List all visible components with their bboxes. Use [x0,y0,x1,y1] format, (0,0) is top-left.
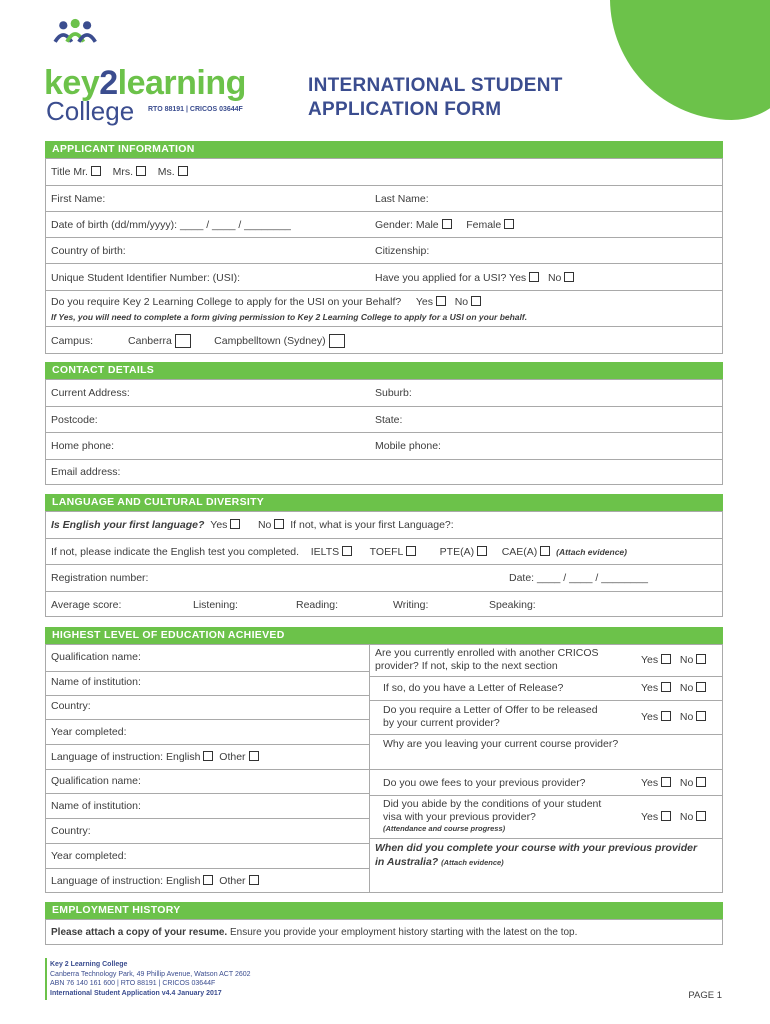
usi-require-field[interactable]: Do you require Key 2 Learning College to apply for the USI on your Behalf? Yes No [51,296,481,308]
test-date-field[interactable]: Date: ____ / ____ / ________ [509,572,648,584]
reading-field[interactable]: Reading: [296,599,339,611]
checkbox-english-2[interactable] [203,875,213,885]
answer-release[interactable]: Yes No [641,682,706,694]
english-test-field[interactable]: If not, please indicate the English test you completed. IELTS TOEFL PTE(A) CAE(A) (Attach evidence) [51,546,627,558]
checkbox-fees-yes[interactable] [661,777,671,787]
question-visa: Did you abide by the conditions of your student visa with your previous provider? (Attendance and course progress) [383,798,602,833]
address-field[interactable]: Current Address: [51,387,130,399]
country-field-2[interactable]: Country: [51,825,91,837]
brand-logo-text: key2learning [44,64,246,102]
checkbox-enrolled-yes[interactable] [661,654,671,664]
gender-field[interactable]: Gender: Male Female [375,219,514,231]
institution-field-1[interactable]: Name of institution: [51,676,141,688]
writing-field[interactable]: Writing: [393,599,429,611]
checkbox-visa-no[interactable] [696,811,706,821]
registration-field[interactable]: Registration number: [51,572,149,584]
qualification-field-1[interactable]: Qualification name: [51,651,141,663]
state-field[interactable]: State: [375,414,403,426]
checkbox-other-2[interactable] [249,875,259,885]
checkbox-other-1[interactable] [249,751,259,761]
checkbox-pte[interactable] [477,546,487,556]
question-offer: Do you require a Letter of Offer to be released by your current provider? [383,704,598,729]
checkbox-enrolled-no[interactable] [696,654,706,664]
checkbox-visa-yes[interactable] [661,811,671,821]
checkbox-ielts[interactable] [342,546,352,556]
answer-enrolled[interactable]: Yes No [641,654,706,666]
checkbox-male[interactable] [442,219,452,229]
checkbox-offer-no[interactable] [696,711,706,721]
lang-instruction-field-2[interactable]: Language of instruction: English Other [51,875,259,887]
suburb-field[interactable]: Suburb: [375,387,412,399]
checkbox-fees-no[interactable] [696,777,706,787]
question-enrolled: Are you currently enrolled with another CRICOS provider? If not, skip to the next section [375,647,599,672]
section-contact-header: CONTACT DETAILS [45,362,723,379]
institution-field-2[interactable]: Name of institution: [51,800,141,812]
footer-accent-line [45,958,47,1000]
speaking-field[interactable]: Speaking: [489,599,536,611]
rto-text: RTO 88191 | CRICOS 03644F [148,106,243,113]
checkbox-usi-yes[interactable] [529,272,539,282]
checkbox-release-yes[interactable] [661,682,671,692]
corner-decoration [610,0,770,120]
usi-field[interactable]: Unique Student Identifier Number: (USI): [51,272,241,284]
checkbox-canberra[interactable] [175,334,191,348]
average-score-field[interactable]: Average score: [51,599,122,611]
checkbox-require-yes[interactable] [436,296,446,306]
checkbox-toefl[interactable] [406,546,416,556]
year-field-2[interactable]: Year completed: [51,850,127,862]
checkbox-campbelltown[interactable] [329,334,345,348]
lang-instruction-field-1[interactable]: Language of instruction: English Other [51,751,259,763]
first-name-field[interactable]: First Name: [51,193,106,205]
usi-applied-field[interactable]: Have you applied for a USI? Yes No [375,272,574,284]
campus-field[interactable]: Campus: Canberra Campbelltown (Sydney) [51,334,345,348]
question-completed[interactable]: When did you complete your course with your previous provider in Australia? (Attach evidence) [375,842,698,868]
checkbox-english-no[interactable] [274,519,284,529]
qualification-field-2[interactable]: Qualification name: [51,775,141,787]
title-field[interactable]: Title Mr. Mrs. Ms. [51,166,188,178]
country-field-1[interactable]: Country: [51,700,91,712]
citizenship-field[interactable]: Citizenship: [375,245,430,257]
dob-field[interactable]: Date of birth (dd/mm/yyyy): ____ / ____ / ________ [51,219,291,231]
listening-field[interactable]: Listening: [193,599,238,611]
checkbox-english-1[interactable] [203,751,213,761]
checkbox-require-no[interactable] [471,296,481,306]
logo-people-icon [44,18,164,66]
question-fees: Do you owe fees to your previous provider? [383,777,586,789]
postcode-field[interactable]: Postcode: [51,414,98,426]
answer-fees[interactable]: Yes No [641,777,706,789]
section-applicant-header: APPLICANT INFORMATION [45,141,723,158]
checkbox-release-no[interactable] [696,682,706,692]
question-release: If so, do you have a Letter of Release? [383,682,564,694]
form-title: INTERNATIONAL STUDENT APPLICATION FORM [308,75,563,120]
section-education-header: HIGHEST LEVEL OF EDUCATION ACHIEVED [45,627,723,644]
checkbox-female[interactable] [504,219,514,229]
email-field[interactable]: Email address: [51,466,121,478]
answer-offer[interactable]: Yes No [641,711,706,723]
last-name-field[interactable]: Last Name: [375,193,429,205]
mobile-phone-field[interactable]: Mobile phone: [375,440,441,452]
employment-text: Please attach a copy of your resume. Ensure you provide your employment history starting with the latest on the top. [51,927,578,938]
year-field-1[interactable]: Year completed: [51,726,127,738]
college-logo-text: College [46,96,135,126]
question-leaving[interactable]: Why are you leaving your current course provider? [383,738,619,750]
checkbox-offer-yes[interactable] [661,711,671,721]
usi-note: If Yes, you will need to complete a form giving permission to Key 2 Learning College to apply for a USI on your behalf. [51,312,528,322]
page-number: PAGE 1 [688,990,722,1001]
english-first-field[interactable]: Is English your first language? Yes No If not, what is your first Language?: [51,519,454,531]
checkbox-mr[interactable] [91,166,101,176]
country-birth-field[interactable]: Country of birth: [51,245,126,257]
checkbox-english-yes[interactable] [230,519,240,529]
checkbox-usi-no[interactable] [564,272,574,282]
section-employment-header: EMPLOYMENT HISTORY [45,902,723,919]
home-phone-field[interactable]: Home phone: [51,440,115,452]
checkbox-ms[interactable] [178,166,188,176]
checkbox-mrs[interactable] [136,166,146,176]
section-language-header: LANGUAGE AND CULTURAL DIVERSITY [45,494,723,511]
footer-info: Key 2 Learning College Canberra Technology Park, 49 Phillip Avenue, Watson ACT 2602 ABN 76 140 161 600 | RTO 88191 | CRICOS 03644F International Student Application v4.4 January 2017 [50,961,251,997]
answer-visa[interactable]: Yes No [641,811,706,823]
checkbox-cae[interactable] [540,546,550,556]
